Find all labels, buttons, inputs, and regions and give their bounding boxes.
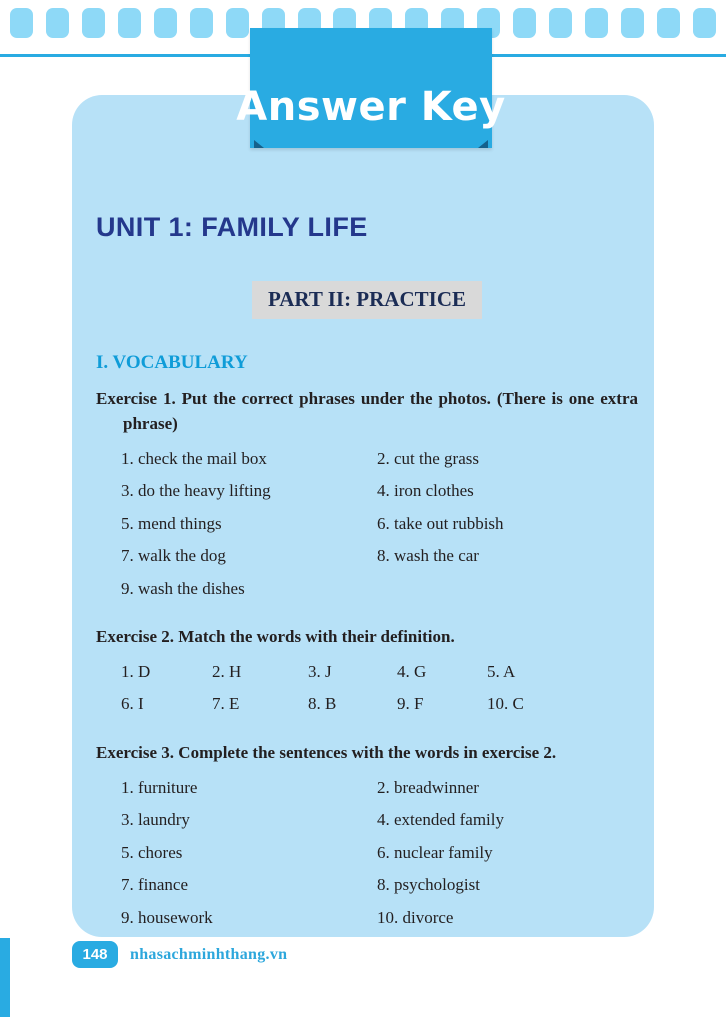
answer-item: 9. F — [397, 694, 424, 714]
perforation — [585, 8, 608, 38]
exercise1-items — [121, 449, 638, 599]
list-item: 2. breadwinner — [377, 777, 479, 797]
answer-item: 4. G — [397, 661, 427, 681]
banner-title: Answer Key — [236, 84, 506, 130]
list-item: 6. nuclear family — [377, 842, 493, 862]
answer-key-banner — [236, 28, 506, 148]
list-item: 9. wash the dishes — [121, 578, 245, 598]
answer-item: 8. B — [308, 694, 337, 714]
page-number-badge: 148 — [72, 941, 118, 968]
answer-item: 1. D — [121, 661, 151, 681]
answer-item: 10. C — [487, 694, 524, 714]
list-item: 7. walk the dog — [121, 546, 226, 566]
list-item: 3. do the heavy lifting — [121, 481, 271, 501]
answer-item: 7. E — [212, 694, 240, 714]
list-item: 8. psychologist — [377, 875, 480, 895]
answer-item: 2. H — [212, 661, 242, 681]
perforation — [513, 8, 536, 38]
perforation — [10, 8, 33, 38]
list-item: 5. chores — [121, 842, 183, 862]
exercise1-heading: Exercise 1. Put the correct phrases under the photos. (There is one extra phrase) — [96, 388, 638, 434]
list-item: 2. cut the grass — [377, 448, 479, 468]
list-item: 10. divorce — [377, 907, 454, 927]
exercise2-heading: Exercise 2. Match the words with their definition. — [96, 627, 455, 647]
ribbon-fold-left — [254, 140, 264, 148]
perforation — [190, 8, 213, 38]
content-card — [72, 95, 654, 937]
perforation — [657, 8, 680, 38]
perforation — [621, 8, 644, 38]
answer-item: 3. J — [308, 661, 332, 681]
exercise2-answers — [121, 662, 638, 714]
list-item: 5. mend things — [121, 513, 222, 533]
list-item: 4. extended family — [377, 810, 504, 830]
perforation — [693, 8, 716, 38]
answer-item: 6. I — [121, 694, 144, 714]
list-item: 8. wash the car — [377, 546, 479, 566]
unit-title: UNIT 1: FAMILY LIFE — [96, 212, 368, 242]
section-title-vocabulary: I. VOCABULARY — [96, 351, 248, 373]
footer-edge-bar — [0, 938, 10, 1017]
list-item: 4. iron clothes — [377, 481, 474, 501]
ribbon-fold-right — [478, 140, 488, 148]
exercise3-items — [121, 778, 638, 928]
website-text: nhasachminhthang.vn — [130, 946, 288, 963]
list-item: 6. take out rubbish — [377, 513, 504, 533]
perforation — [549, 8, 572, 38]
part-title: PART II: PRACTICE — [252, 281, 482, 318]
list-item: 1. furniture — [121, 777, 198, 797]
part-title-wrap — [96, 281, 638, 318]
perforation — [154, 8, 177, 38]
perforation — [46, 8, 69, 38]
list-item: 9. housework — [121, 907, 213, 927]
list-item: 7. finance — [121, 875, 189, 895]
perforation — [118, 8, 141, 38]
exercise3-heading: Exercise 3. Complete the sentences with the words in exercise 2. — [96, 743, 557, 763]
list-item: 3. laundry — [121, 810, 190, 830]
perforation — [226, 8, 249, 38]
list-item: 1. check the mail box — [121, 448, 267, 468]
perforation — [82, 8, 105, 38]
answer-item: 5. A — [487, 661, 516, 681]
